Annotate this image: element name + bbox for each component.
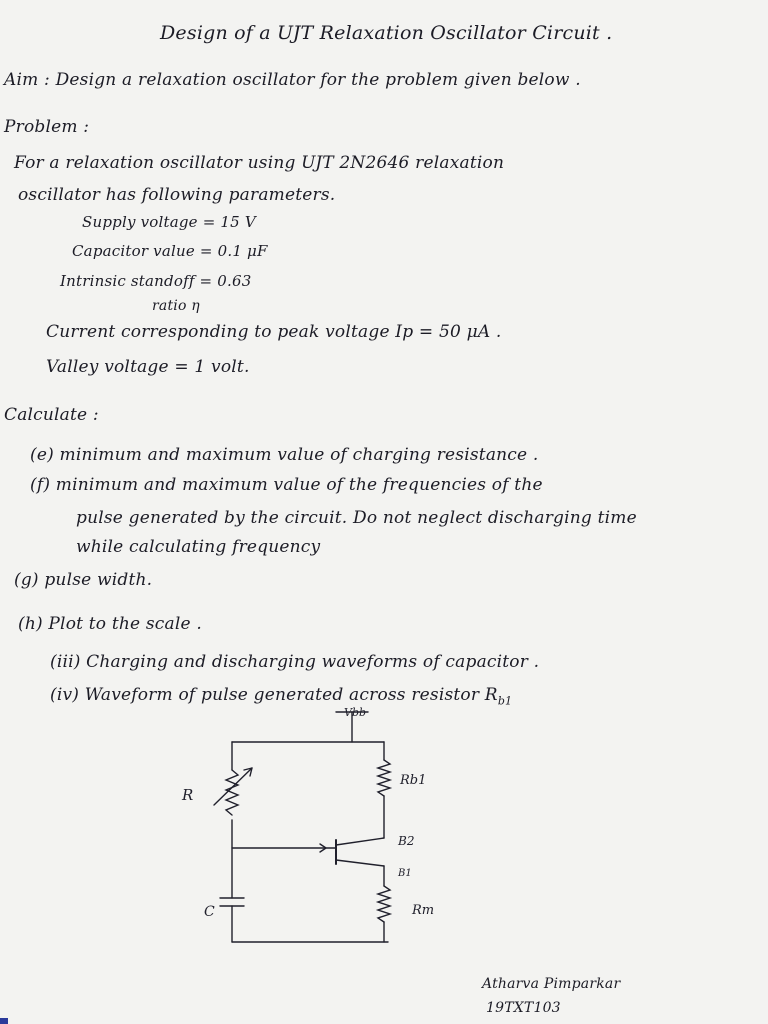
- aim-statement: Aim : Design a relaxation oscillator for the problem given below .: [4, 70, 581, 90]
- problem-intro-line2: oscillator has following parameters.: [18, 185, 336, 205]
- question-iv: (iv) Waveform of pulse generated across resistor $R_{b1}$: [50, 685, 513, 708]
- question-iii: (iii) Charging and discharging waveforms of capacitor .: [50, 652, 540, 672]
- rb1-label: Rb1: [400, 773, 427, 788]
- rm-label: Rm: [412, 903, 435, 918]
- variable-arrow: [214, 768, 252, 805]
- resistor-rm-zigzag: [378, 886, 390, 922]
- question-iv-subscript: b1: [497, 694, 513, 708]
- question-h: (h) Plot to the scale .: [18, 614, 202, 634]
- page-edge-mark: [0, 1018, 8, 1024]
- question-g: (g) pulse width.: [14, 570, 153, 590]
- resistor-rb1-zigzag: [378, 760, 390, 796]
- b1-label: B1: [398, 868, 412, 879]
- ujt-b2-lead: [336, 838, 384, 845]
- param-intrinsic-ratio: ratio η: [152, 298, 200, 314]
- ujt-b1-lead: [336, 860, 384, 866]
- question-e: (e) minimum and maximum value of charging resistance .: [30, 445, 539, 465]
- question-f-line2: pulse generated by the circuit. Do not neglect discharging time: [76, 508, 637, 528]
- page-title: Design of a UJT Relaxation Oscillator Circuit .: [160, 22, 613, 44]
- param-peak-current: Current corresponding to peak voltage Ip = 50 μA .: [46, 322, 502, 342]
- param-capacitor-value: Capacitor value = 0.1 μF: [72, 242, 268, 260]
- param-valley-voltage: Valley voltage = 1 volt.: [46, 357, 250, 377]
- signature-name: Atharva Pimparkar: [482, 976, 621, 992]
- b2-label: B2: [398, 834, 415, 848]
- vbb-label: Vbb: [344, 706, 367, 719]
- param-supply-voltage: Supply voltage = 15 V: [82, 213, 256, 231]
- param-intrinsic-standoff: Intrinsic standoff = 0.63: [60, 272, 252, 290]
- question-f-line1: (f) minimum and maximum value of the frequencies of the: [30, 475, 543, 495]
- problem-heading: Problem :: [4, 117, 90, 137]
- signature-roll-number: 19TXT103: [486, 1000, 561, 1016]
- r-label: R: [182, 786, 194, 804]
- calculate-heading: Calculate :: [4, 405, 99, 425]
- c-label: C: [204, 904, 215, 920]
- question-f-line3: while calculating frequency: [76, 537, 321, 557]
- problem-intro-line1: For a relaxation oscillator using UJT 2N2646 relaxation: [14, 153, 505, 173]
